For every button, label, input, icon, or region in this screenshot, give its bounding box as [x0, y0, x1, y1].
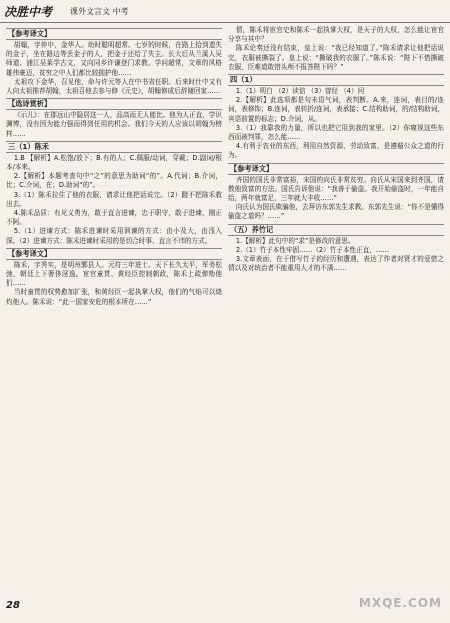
text-paragraph: 2.（1）竹子本性牢固……（2）竹子本性正直，…… — [235, 245, 390, 254]
text-paragraph: 陈禾论奏还没有结束，皇上说：“我已经知道了。”陈禾请求让他把话说完，衣服被撕裂了。皇上说：“撕破我的衣服了。”陈禾说：“陛下不惜撕破衣服，臣难道敢惜头颅不报答陛下吗？” — [228, 44, 444, 71]
page-header — [0, 0, 450, 23]
text-paragraph: 《示儿》：在郡远山中隐居这一人，品高而无人能比。他为人正直，学识渊博，没有因为能力强而得到任用的机会。我们今天的人应该以胡翰为榜样…… — [6, 111, 222, 138]
section-heading: 四（1） — [228, 74, 444, 86]
text-paragraph: 太祖攻下金华，召见他，命与许元等人在中书省任职。后来时仕中又有人向太祖推荐胡翰，太祖召他去参与修《元史》，胡翰修成后辞谢回家…… — [6, 77, 222, 96]
text-paragraph: 2.【解析】本题考查句中“之”的意思为助词“的”。A.代词；B.介词，比；C.介词，在；D.助词“的”。 — [6, 172, 222, 190]
text-paragraph: 1.【解析】此句中的“求”是修改的意思。 — [235, 236, 355, 245]
text-paragraph: 4.有利于农业的东西，利用自然资源，劳动致富，是遵循公众之道的行为。 — [228, 142, 444, 160]
text-paragraph: 陈禾，字秀实，是明州鄞县人。元符三年进士。天下长久太平，军务松弛，朝廷上下奢侈淫逸。宦官童贯、黄经臣控制朝政，陈禾上疏弹劾他们…… — [6, 260, 222, 288]
book-brand: 决胜中考 — [4, 5, 53, 19]
text-paragraph: 向氏认为国氏欺骗他，去拜访东郭先生求教。东郭先生说：“你不是懂得偷盗之道吗？……” — [228, 203, 444, 221]
text-paragraph: 3.文章表面，在于借写竹子的经历和遭遇，表达了作者对贤才的爱惜之情以及对统治者不能重用人才的不满…… — [228, 255, 444, 273]
watermark: MXQE.COM — [358, 596, 442, 610]
book-subtitle: 课外文言文 中考 — [70, 7, 129, 16]
text-paragraph: 情，陈禾将宦官史和陈禾一起执掌大权，是天子的大权，怎么能让宦官分享与其中？ — [228, 26, 444, 44]
text-paragraph: 3.（1）我靠我的力量，所以也把它用到我的家里。（2）你窥视这些东西而被判罪，怎么能…… — [228, 123, 444, 142]
text-paragraph: 胡翰，字仲申，金华人。幼时聪明超常。七岁的时候，在路上拾到遗失的金子，坐在路边等丢金子的人，把金子还给了失主。长大后从兰溪人吴师道、浦江吴莱学古文，又向同乡许谦登门求教。学问超常，文章的风格雄伟豪迈，贫穷之中人们都比较拥护他…… — [6, 41, 222, 77]
section-heading: （五）养竹记 — [228, 224, 444, 236]
text-paragraph: 2.【解析】此选项都是句末语气词，表判断。A.来，连词，表目的/连词，表修饰；B.连词，表转折/连词，表承接；C.结构助词，的/结构助词，宾语前置的标志；D.介词，从。 — [228, 96, 444, 123]
text-paragraph: 3.（1）陈禾拉住了他的衣服，请求让他把话说完。（2）蹬不把陈禾救出去。 — [6, 190, 222, 208]
text-paragraph: 齐国的国氏非常富裕，宋国的向氏非常贫穷。向氏从宋国来到齐国，请教他致富的方法。国氏告诉他说：“我善于偷盗。我开始偷盗时，一年能自给，两年就富足，三年就大丰收……” — [228, 175, 444, 203]
right-column — [228, 26, 444, 596]
text-paragraph: 4.陈禾品质：有见义勇为，敢于直言进谏，忠于职守，敢于进谏，刚正不阿。 — [6, 209, 222, 227]
text-paragraph: 当时童贯的权势愈加扩张，和黄经臣一起执掌大权，他们的气焰可以烧灼他人。陈禾说：“此一国家安危的根本所在……” — [6, 288, 222, 306]
page-number: 28 — [6, 600, 20, 611]
section-heading: 【参考译文】 — [6, 28, 222, 40]
text-paragraph: 1.B 【解析】A.松饱/放下；B.有的人；C.佩服/动词，穿戴；D.副词/根本/本来。 — [6, 153, 222, 172]
section-heading: 三（1）陈禾 — [6, 141, 222, 153]
section-heading: 【选诗赏析】 — [6, 98, 222, 110]
text-paragraph: 1.（1）明白 （2）读信 （3）曾经 （4）问 — [235, 87, 365, 96]
text-paragraph: 5.（1）进谏方式：陈禾进谏时采用讽谏的方式：由小及大，由浅入深。（2）进谏方式：陈禾进谏时采用的是切合时事、直言不讳的方式。 — [6, 227, 222, 245]
section-heading: 【参考译文】 — [228, 163, 444, 175]
content-columns — [6, 26, 444, 596]
left-column — [6, 26, 222, 596]
section-heading: 【参考译文】 — [6, 248, 222, 260]
